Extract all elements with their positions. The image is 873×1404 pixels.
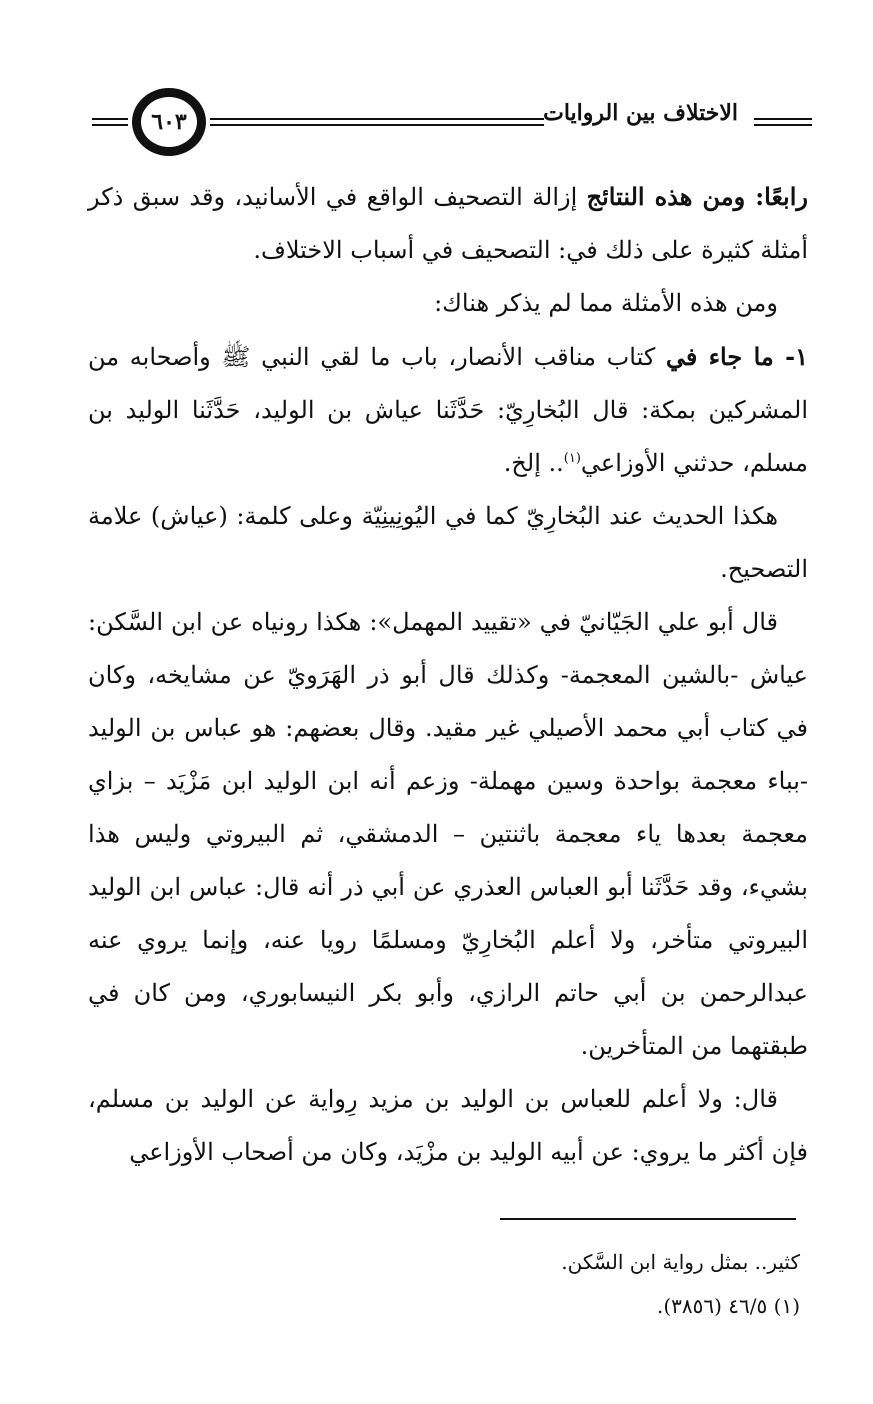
page-number-badge xyxy=(132,88,206,156)
paragraph-4: هكذا الحديث عند البُخارِيّ كما في اليُونِينِيّة وعلى كلمة: (عياش) علامة التصحيح. xyxy=(88,502,808,583)
footnote-1: (١) ٤٦/٥ (٣٨٥٦). xyxy=(656,1294,800,1318)
running-title: الاختلاف بين الروايات xyxy=(543,100,738,126)
paragraph-5: قال أبو علي الجَيّانيّ في «تقييد المهمل»: هكذا رونياه عن ابن السَّكن: عياش -بالشين المعجمة- وكذلك قال أبو ذر الهَرَويّ عن مشايخه، وكان في كتاب أبي محمد الأصيلي غير مقيد. وقال بعضهم: هو عباس بن الوليد -بباء معجمة بواحدة وسين مهملة- وزعم أنه ابن الوليد ابن مَزْيَد – بزاي معجمة بعدها ياء معجمة باثنتين – الدمشقي، ثم البيروتي وليس هذا بشيء، وقد حَدَّثَنا أبو العباس العذري عن أبي ذر أنه قال: عباس ابن الوليد البيروتي متأخر، ولا أعلم البُخارِيّ ومسلمًا رويا عنه، وإنما يروي عنه عبدالرحمن بن أبي حاتم الرازي، وأبو بكر النيسابوري، ومن كان في طبقتهما من المتأخرين. xyxy=(88,608,808,1060)
page-number: ٦٠٣ xyxy=(151,109,187,135)
header-rule-middle xyxy=(210,118,544,126)
paragraph-3-end: .. إلخ. xyxy=(503,449,564,477)
paragraph-6: قال: ولا أعلم للعباس بن الوليد بن مزيد رِواية عن الوليد بن مسلم، فإن أكثر ما يروي: عن أبيه الوليد بن مزْيَد، وكان من أصحاب الأوزاعي xyxy=(88,1085,808,1166)
footnote-marker-1[interactable]: (١) xyxy=(563,451,581,466)
footnotes xyxy=(88,1240,800,1328)
header-rule-right xyxy=(754,118,812,126)
footnote-continuation: كثير.. بمثل رواية ابن السَّكن. xyxy=(561,1250,800,1274)
paragraph-1-text: إزالة التصحيف الواقع في الأسانيد، وقد سبق ذكر أمثلة كثيرة على ذلك في: التصحيف في أسباب الاختلاف. xyxy=(88,183,808,264)
paragraph-3 xyxy=(88,330,808,490)
paragraph-1 xyxy=(88,170,808,277)
paragraph-2: ومن هذه الأمثلة مما لم يذكر هناك: xyxy=(434,289,778,317)
paragraph-1-lead: رابعًا: ومن هذه النتائج xyxy=(586,182,808,211)
main-text xyxy=(88,170,808,1179)
paragraph-3-lead: ١- ما جاء في xyxy=(665,342,808,371)
header-rule-left xyxy=(92,118,128,126)
page-header xyxy=(92,92,812,164)
paragraph-3-text: كتاب مناقب الأنصار، باب ما لقي النبي ﷺ وأصحابه من المشركين بمكة: قال البُخارِيّ: حَدَّثَنا عياش بن الوليد، حَدَّثَنا الوليد بن مسلم، حدثني الأوزاعي xyxy=(88,343,808,477)
footnote-separator xyxy=(500,1218,796,1220)
